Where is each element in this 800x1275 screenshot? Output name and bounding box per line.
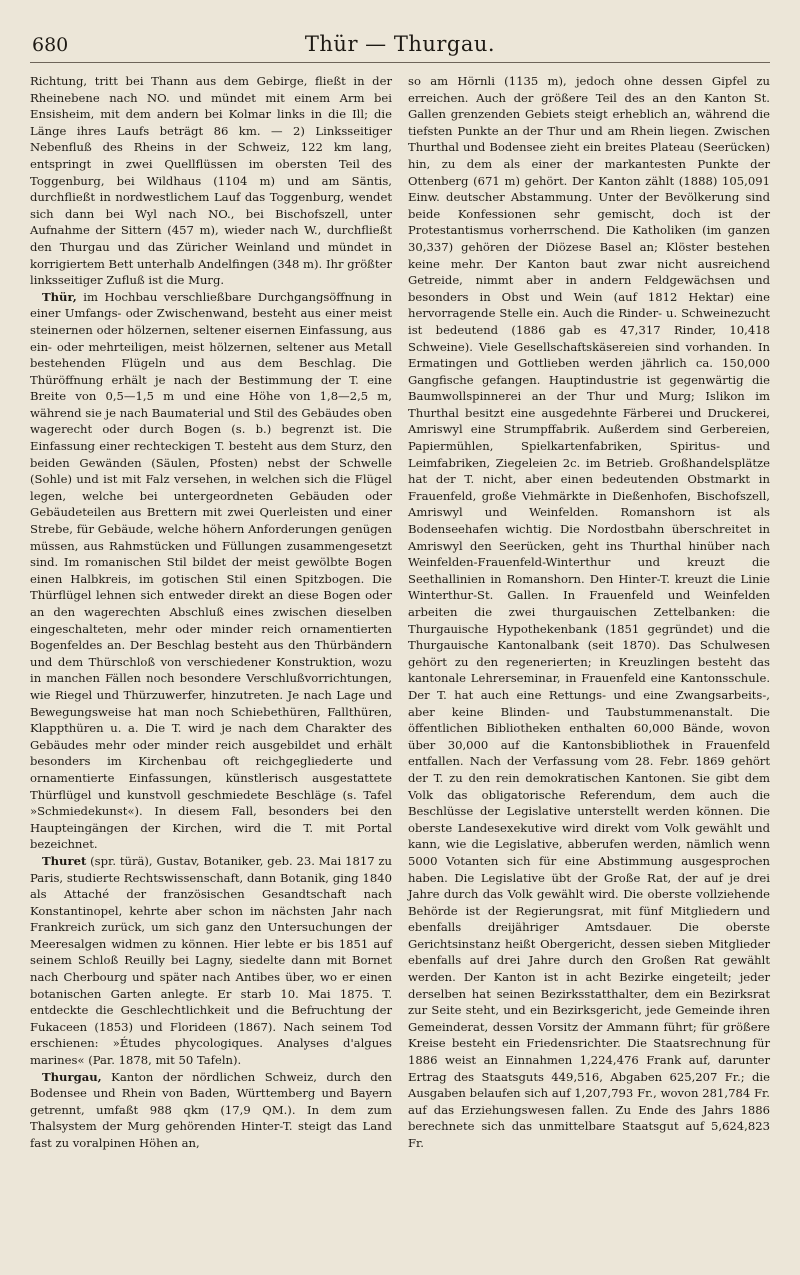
text-columns: [30, 73, 770, 1152]
entry-text: Kanton der nördlichen Schweiz, durch den Bodensee und Rhein von Baden, Württemberg und Bayern getrennt, umfaßt 988 qkm (17,9 QM.). In dem zum Thalsystem der Murg gehörenden Hinter-T. steigt das Land fast zu voralpinen Höhen an,: [30, 1069, 392, 1150]
entry-paragraph: [30, 1069, 392, 1152]
entry-lemma: Thuret: [42, 853, 87, 868]
entry-text: so am Hörnli (1135 m), jedoch ohne dessen Gipfel zu erreichen. Auch der größere Teil des an den Kanton St. Gallen grenzenden Gebiets steigt erheblich an, während die tiefsten Punkte an der Thur und am Rhein liegen. Zwischen Thurthal und Bodensee zieht ein breites Plateau (Seerücken) hin, zu dem als einer der markantesten Punkte der Ottenberg (671 m) gehört. Der Kanton zählt (1888) 105,091 Einw. deutscher Abstammung. Unter der Bevölkerung sind beide Konfessionen sehr gemischt, doch ist der Protestantismus vorherrschend. Die Katholiken (im ganzen 30,337) gehören der Diözese Basel an; Klöster bestehen keine mehr. Der Kanton baut zwar nicht ausreichend Getreide, nimmt aber in andern Feldgewächsen und besonders in Obst und Wein (auf 1812 Hektar) eine hervorragende Stelle ein. Auch die Rinder- u. Schweinezucht ist bedeutend (1886 gab es 47,317 Rinder, 10,418 Schweine). Viele Gesellschaftskäsereien sind vorhanden. In Ermatingen und Gottlieben werden jährlich ca. 150,000 Gangfische gefangen. Hauptindustrie ist gegenwärtig die Baumwollspinnerei an der Thur und Murg; Islikon im Thurthal besitzt eine ausgedehnte Färberei und Druckerei, Amriswyl eine Strumpffabrik. Außerdem sind Gerbereien, Papiermühlen, Spielkartenfabriken, Spiritus- und Leimfabriken, Ziegeleien 2c. im Betrieb. Großhandelsplätze hat der T. nicht, aber einen bedeutenden Obstmarkt in Frauenfeld, große Viehmärkte in Dießenhofen, Bischofszell, Amriswyl und Weinfelden. Romanshorn ist als Bodenseehafen wichtig. Die Nordostbahn überschreitet in Amriswyl den Seerücken, geht ins Thurthal hinüber nach Weinfelden-Frauenfeld-Winterthur und kreuzt die Seethallinien in Romanshorn. Den Hinter-T. kreuzt die Linie Winterthur-St. Gallen. In Frauenfeld und Weinfelden arbeiten die zwei thurgauischen Zettelbanken: die Thurgauische Hypothekenbank (1851 gegründet) und die Thurgauische Kantonalbank (seit 1870). Das Schulwesen gehört zu den regenerierten; in Kreuzlingen besteht das kantonale Lehrerseminar, in Frauenfeld eine Kantonsschule. Der T. hat auch eine Rettungs- und eine Zwangsarbeits-, aber keine Blinden- und Taubstummenanstalt. Die öffentlichen Bibliotheken enthalten 60,000 Bände, wovon über 30,000 auf die Kantonsbibliothek in Frauenfeld entfallen. Nach der Verfassung vom 28. Febr. 1869 gehört der T. zu den rein demokratischen Kantonen. Sie gibt dem Volk das obligatorische Referendum, dem auch die Beschlüsse der Legislative unterstellt werden können. Die oberste Landesexekutive wird direkt vom Volk gewählt und kann, wie die Legislative, abberufen werden, nämlich wenn 5000 Votanten sich für eine Abstimmung ausgesprochen haben. Die Legislative übt der Große Rat, der auf je drei Jahre durch das Volk gewählt wird. Die oberste vollziehende Behörde ist der Regierungsrat, mit fünf Mitgliedern und ebenfalls dreijähriger Amtsdauer. Die oberste Gerichtsinstanz heißt Obergericht, dessen sieben Mitglieder ebenfalls auf drei Jahre durch den Großen Rat gewählt werden. Der Kanton ist in acht Bezirke eingeteilt; jeder derselben hat seinen Bezirksstatthalter, dem ein Bezirksrat zur Seite steht, und ein Bezirksgericht, jede Gemeinde ihren Gemeinderat, dessen Vorsitz der Ammann führt; für größere Kreise besteht ein Friedensrichter. Die Staatsrechnung für 1886 weist an Einnahmen 1,224,476 Frank auf, darunter Ertrag des Staatsguts 449,516, Abgaben 625,207 Fr.; die Ausgaben belaufen sich auf 1,207,793 Fr., wovon 281,784 Fr. auf das Erziehungswesen fallen. Zu Ende des Jahrs 1886 berechnete sich das unmittelbare Staatsgut auf 5,624,823 Fr.: [408, 74, 770, 1150]
running-head: Thür — Thurgau.: [304, 32, 496, 56]
left-column: [30, 73, 392, 1152]
page-header: [30, 28, 770, 63]
right-column: [408, 73, 770, 1152]
entry-lemma: Thurgau,: [42, 1069, 102, 1084]
entry-paragraph: [30, 853, 392, 1069]
entry-lemma: Thür,: [42, 289, 77, 304]
entry-text: im Hochbau verschließbare Durchgangsöffnung in einer Umfangs- oder Zwischenwand, besteht aus einer meist steinernen oder hölzernen, seltener eisernen Einfassung, aus ein- oder mehrteiligen, meist hölzernen, seltener aus Metall bestehenden Flügeln und aus dem Beschlag. Die Thüröffnung erhält je nach der Bestimmung der T. eine Breite von 0,5—1,5 m und eine Höhe von 1,8—2,5 m, während sie je nach Baumaterial und Stil des Gebäudes oben wagerecht oder durch Bogen (s. b.) begrenzt ist. Die Einfassung einer rechteckigen T. besteht aus dem Sturz, den beiden Gewänden (Säulen, Pfosten) nebst der Schwelle (Sohle) und ist mit Falz versehen, in welchen sich die Flügel legen, welche bei untergeordneten Gebäuden oder Gebäudeteilen aus Brettern mit zwei Querleisten und einer Strebe, für Gebäude, welche höhern Anforderungen genügen müssen, aus Rahmstücken und Füllungen zusammengesetzt sind. Im romanischen Stil bildet der meist gewölbte Bogen einen Halbkreis, im gotischen Stil einen Spitzbogen. Die Thürflügel lehnen sich entweder direkt an diese Bogen oder an den wagerechten Abschluß eines zwischen dieselben eingeschalteten, mehr oder minder reich ornamentierten Bogenfeldes an. Der Beschlag besteht aus den Thürbändern und dem Thürschloß von verschiedener Konstruktion, wozu in manchen Fällen noch besondere Verschlußvorrichtungen, wie Riegel und Thürzuwerfer, hinzutreten. Je nach Lage und Bewegungsweise hat man noch Schiebethüren, Fallthüren, Klappthüren u. a. Die T. wird je nach dem Charakter des Gebäudes mehr oder minder reich ausgebildet und erhält besonders im Kirchenbau oft reichgegliederte und ornamentierte Einfassungen, künstlerisch ausgestattete Thürflügel und kunstvoll geschmiedete Beschläge (s. Tafel »Schmiedekunst«). In diesem Fall, besonders bei den Haupteingängen der Kirchen, wird die T. mit Portal bezeichnet.: [30, 289, 392, 852]
entry-paragraph: [30, 289, 392, 853]
page-number: 680: [32, 34, 69, 56]
entry-text: (spr. türä), Gustav, Botaniker, geb. 23. Mai 1817 zu Paris, studierte Rechtswissenschaft, dann Botanik, ging 1840 als Attaché der französischen Gesandtschaft nach Konstantinopel, kehrte aber schon im nächsten Jahr nach Frankreich zurück, um sich ganz den Untersuchungen der Meeresalgen widmen zu können. Hier lebte er bis 1851 auf seinem Schloß Reuilly bei Lagny, siedelte dann mit Bornet nach Cherbourg und später nach Antibes über, wo er einen botanischen Garten anlegte. Er starb 10. Mai 1875. T. entdeckte die Geschlechtlichkeit und die Befruchtung der Fukaceen (1853) und Florideen (1867). Nach seinem Tod erschienen: »Études phycologiques. Analyses d'algues marines« (Par. 1878, mit 50 Tafeln).: [30, 853, 392, 1068]
entry-paragraph: [408, 73, 770, 1152]
entry-text: Richtung, tritt bei Thann aus dem Gebirge, fließt in der Rheinebene nach NO. und mündet mit einem Arm bei Ensisheim, mit dem andern bei Kolmar links in die Ill; die Länge ihres Laufs beträgt 86 km. — 2) Linksseitiger Nebenfluß des Rheins in der Schweiz, 122 km lang, entspringt in zwei Quellflüssen im obersten Teil des Toggenburg, bei Wildhaus (1104 m) und am Säntis, durchfließt in nordwestlichem Lauf das Toggenburg, wendet sich dann bei Wyl nach NO., bei Bischofszell, unter Aufnahme der Sittern (457 m), wieder nach W., durchfließt den Thurgau und das Züricher Weinland und mündet in korrigiertem Bett unterhalb Andelfingen (348 m). Ihr größter linksseitiger Zufluß ist die Murg.: [30, 74, 392, 288]
entry-paragraph: [30, 73, 392, 289]
